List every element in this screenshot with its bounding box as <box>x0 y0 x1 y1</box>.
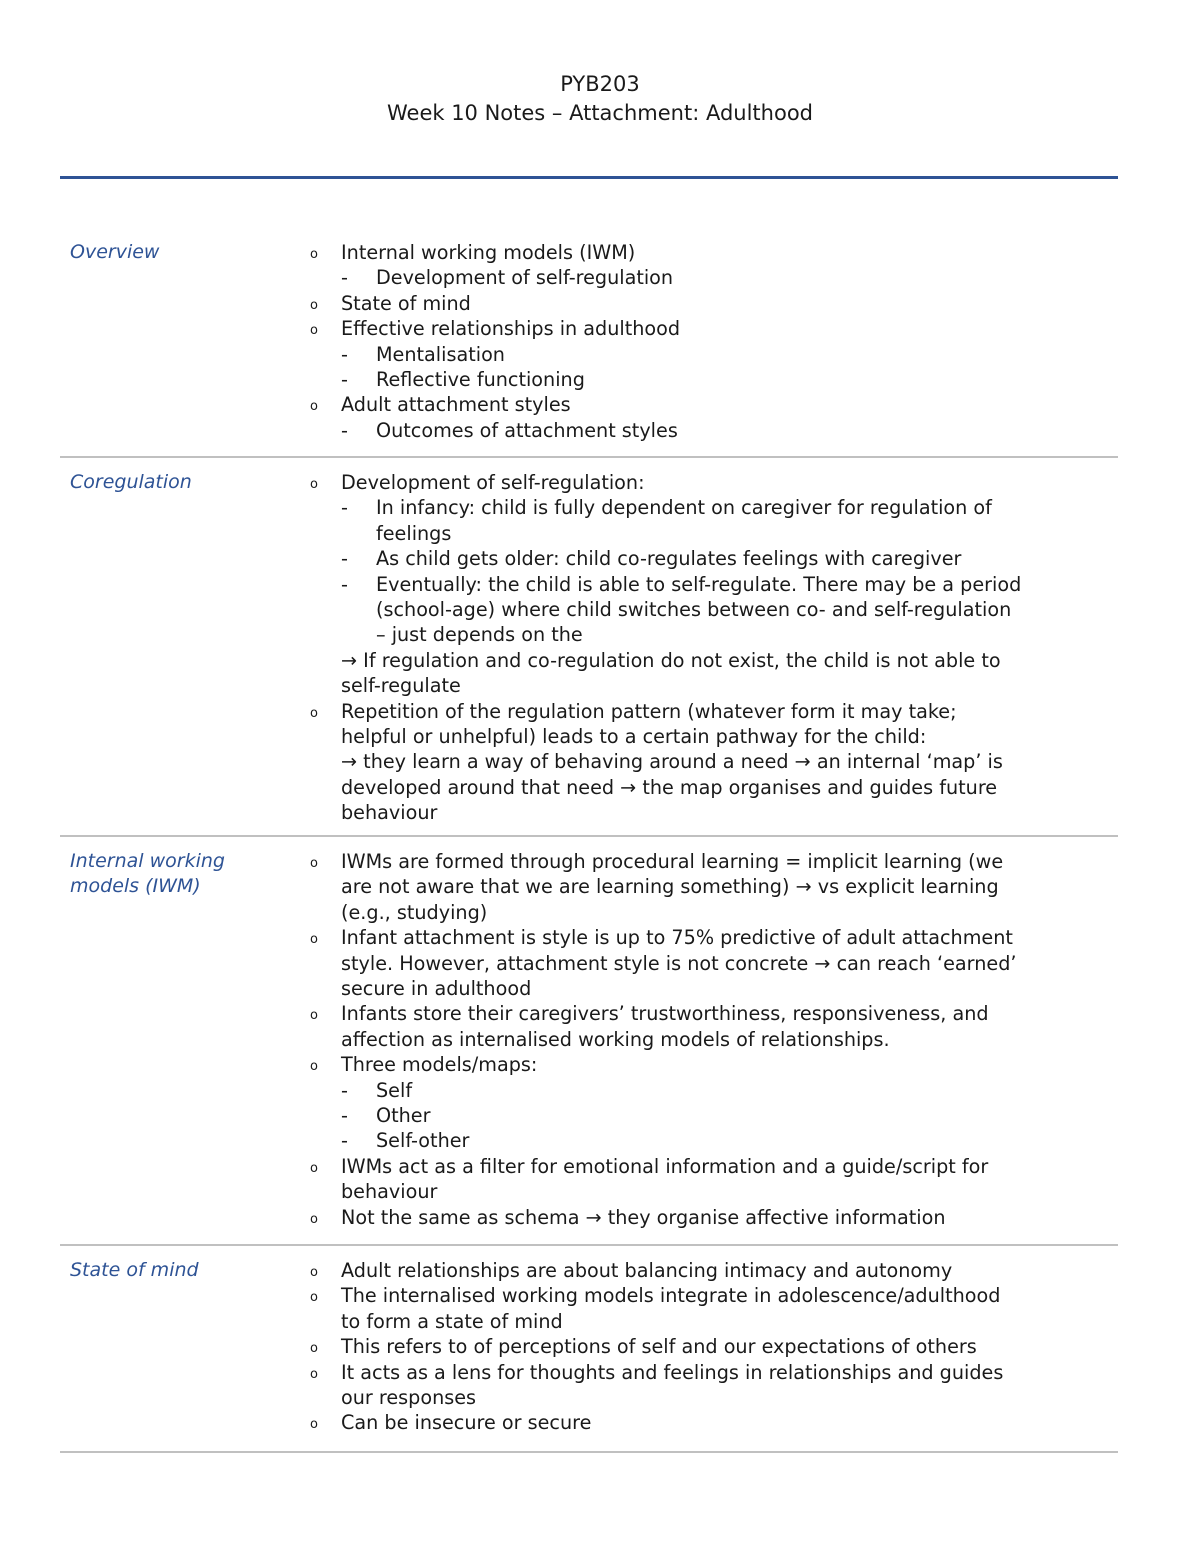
dash-item <box>308 1128 1108 1153</box>
dash-item <box>308 495 1108 520</box>
section-divider <box>60 456 1118 458</box>
line-text: Adult attachment styles <box>341 393 571 417</box>
bullet-marker: o <box>310 323 318 339</box>
line-text: feelings <box>376 521 452 545</box>
bullet-marker: o <box>310 477 318 492</box>
bullet-marker: o <box>310 1160 318 1176</box>
bullet-marker: o <box>310 247 318 262</box>
line-text: Adult relationships are about balancing intimacy and autonomy <box>341 1259 953 1282</box>
line-text: Infants store their caregivers’ trustworthiness, responsiveness, and <box>341 1002 989 1026</box>
bullet-continuation <box>308 724 1108 749</box>
bullet-item <box>308 1205 1108 1230</box>
section-label: Coregulation <box>70 471 192 493</box>
document-header <box>0 70 1200 128</box>
bullet-marker: o <box>310 1059 318 1075</box>
bullet-item <box>308 470 1108 495</box>
bullet-continuation <box>308 1309 1108 1334</box>
dash-continuation <box>308 521 1108 546</box>
bullet-item <box>308 1052 1108 1077</box>
dash-item <box>308 367 1108 392</box>
bullet-marker: o <box>310 1341 318 1357</box>
bullet-marker: o <box>310 1366 318 1382</box>
line-text: Internal working models (IWM) <box>341 241 636 264</box>
line-text: → they learn a way of behaving around a need → an internal ‘map’ is <box>341 750 1003 774</box>
section-divider <box>60 1451 1118 1453</box>
line-text: Development of self-regulation <box>376 266 674 290</box>
dash-marker: - <box>341 496 348 520</box>
section-content <box>308 849 1108 1230</box>
section-content <box>308 470 1108 826</box>
line-text: IWMs act as a filter for emotional information and a guide/script for <box>341 1154 989 1178</box>
line-text: (e.g., studying) <box>341 900 488 924</box>
line-text: secure in adulthood <box>341 977 532 1001</box>
line-text: are not aware that we are learning something) → vs explicit learning <box>341 875 999 899</box>
bullet-marker: o <box>310 1211 318 1227</box>
bullet-item <box>308 1360 1108 1385</box>
bullet-item <box>308 392 1108 417</box>
line-text: – just depends on the <box>376 623 583 647</box>
line-text: → If regulation and co-regulation do not exist, the child is not able to <box>341 648 1001 672</box>
dash-marker: - <box>341 547 348 571</box>
page-title: Week 10 Notes – Attachment: Adulthood <box>386 101 813 125</box>
line-text: (school-age) where child switches between co- and self-regulation <box>376 598 1012 622</box>
dash-item <box>308 546 1108 571</box>
bullet-continuation <box>308 900 1108 925</box>
section-label: Internal working models (IWM) <box>70 850 225 898</box>
bullet-item <box>308 699 1108 724</box>
line-text: self-regulate <box>341 674 461 698</box>
bullet-marker: o <box>310 1417 318 1433</box>
line-text: Three models/maps: <box>341 1053 538 1077</box>
line-text: In infancy: child is fully dependent on caregiver for regulation of <box>376 496 992 520</box>
dash-marker: - <box>341 1104 348 1128</box>
course-code: PYB203 <box>560 72 640 96</box>
line-text: Repetition of the regulation pattern (whatever form it may take; <box>341 699 957 723</box>
bullet-continuation <box>308 951 1108 976</box>
dash-item <box>308 265 1108 290</box>
line-text: our responses <box>341 1386 477 1410</box>
line-text: to form a state of mind <box>341 1309 563 1333</box>
dash-continuation <box>308 597 1108 622</box>
bullet-continuation <box>308 749 1108 774</box>
line-text: developed around that need → the map organises and guides future <box>341 775 998 799</box>
line-text: Eventually: the child is able to self-regulate. There may be a period <box>376 572 1022 596</box>
line-text: helpful or unhelpful) leads to a certain pathway for the child: <box>341 725 927 749</box>
bullet-marker: o <box>310 1265 318 1280</box>
line-text: IWMs are formed through procedural learning = implicit learning (we <box>341 850 1004 873</box>
dash-item <box>308 418 1108 443</box>
line-text: Other <box>376 1104 431 1128</box>
line-text: The internalised working models integrate in adolescence/adulthood <box>341 1284 1001 1308</box>
dash-marker: - <box>341 342 348 366</box>
section-coregulation <box>60 470 1118 837</box>
line-text: Development of self-regulation: <box>341 471 645 494</box>
line-text: behaviour <box>341 1180 438 1204</box>
bullet-marker: o <box>310 1290 318 1306</box>
section-label: State of mind <box>70 1259 199 1281</box>
bullet-item <box>308 1410 1108 1435</box>
dash-marker: - <box>341 266 348 290</box>
bullet-marker: o <box>310 297 318 313</box>
dash-marker: - <box>341 1078 348 1102</box>
line-text: affection as internalised working models of relationships. <box>341 1027 890 1051</box>
line-text: It acts as a lens for thoughts and feelings in relationships and guides <box>341 1360 1004 1384</box>
dash-marker: - <box>341 368 348 392</box>
line-text: Effective relationships in adulthood <box>341 317 681 341</box>
dash-item <box>308 1078 1108 1103</box>
bullet-item <box>308 240 1108 265</box>
section-overview <box>60 240 1118 458</box>
bullet-continuation <box>308 874 1108 899</box>
dash-marker: - <box>341 1129 348 1153</box>
dash-continuation <box>308 622 1108 647</box>
line-text: Outcomes of attachment styles <box>376 418 678 442</box>
dash-marker: - <box>341 418 348 442</box>
section-divider <box>60 835 1118 837</box>
bullet-continuation <box>308 1027 1108 1052</box>
bullet-item <box>308 1001 1108 1026</box>
line-text: style. However, attachment style is not concrete → can reach ‘earned’ <box>341 951 1017 975</box>
bullet-continuation <box>308 775 1108 800</box>
bullet-item <box>308 1258 1108 1283</box>
bullet-item <box>308 1283 1108 1308</box>
bullet-continuation <box>308 1385 1108 1410</box>
section-divider <box>60 1244 1118 1246</box>
bullet-marker: o <box>310 705 318 721</box>
section-internal-working-models <box>60 849 1118 1246</box>
bullet-item <box>308 291 1108 316</box>
bullet-marker: o <box>310 1008 318 1024</box>
section-label: Overview <box>70 241 160 263</box>
dash-item <box>308 572 1108 597</box>
dash-item <box>308 1103 1108 1128</box>
header-divider <box>60 176 1118 179</box>
section-content <box>308 1258 1108 1436</box>
bullet-item <box>308 1334 1108 1359</box>
line-text: Not the same as schema → they organise affective information <box>341 1205 946 1229</box>
line-text: behaviour <box>341 801 438 825</box>
bullet-continuation <box>308 976 1108 1001</box>
line-text: Reflective functioning <box>376 368 585 392</box>
bullet-item <box>308 849 1108 874</box>
line-text: State of mind <box>341 291 471 315</box>
line-text: This refers to of perceptions of self and our expectations of others <box>341 1335 977 1359</box>
bullet-marker: o <box>310 399 318 415</box>
section-content <box>308 240 1108 443</box>
bullet-item <box>308 316 1108 341</box>
line-text: Self <box>376 1078 413 1102</box>
bullet-continuation <box>308 673 1108 698</box>
line-text: Mentalisation <box>376 342 505 366</box>
dash-marker: - <box>341 572 348 596</box>
bullet-continuation <box>308 800 1108 825</box>
bullet-continuation <box>308 1179 1108 1204</box>
bullet-marker: o <box>310 932 318 948</box>
section-state-of-mind <box>60 1258 1118 1453</box>
line-text: As child gets older: child co-regulates feelings with caregiver <box>376 547 962 571</box>
line-text: Can be insecure or secure <box>341 1411 592 1435</box>
bullet-continuation <box>308 648 1108 673</box>
line-text: Infant attachment is style is up to 75% predictive of adult attachment <box>341 926 1013 950</box>
line-text: Self-other <box>376 1129 470 1153</box>
bullet-marker: o <box>310 856 318 871</box>
dash-item <box>308 342 1108 367</box>
bullet-item <box>308 925 1108 950</box>
bullet-item <box>308 1154 1108 1179</box>
